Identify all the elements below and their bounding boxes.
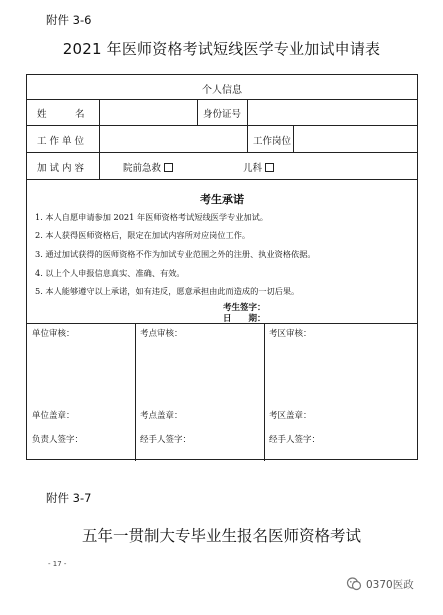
district-review-label: 考区审核： [269,329,312,339]
col-divider [264,323,265,461]
name-label: 姓 名 [37,109,85,120]
site-seal-label: 考点盖章： [140,411,183,421]
promise-title: 考生承诺 [200,193,244,206]
id-label: 身份证号 [203,109,242,120]
post-field[interactable] [294,126,417,151]
post-label: 工作岗位 [253,136,292,147]
candidate-signature-label: 考生签字： [223,303,266,313]
name-field[interactable] [100,100,196,124]
option-emergency[interactable] [123,160,173,174]
district-seal-label: 考区盖章： [269,411,312,421]
application-form-table [26,74,418,460]
promise-item: 4. 以上个人申报信息真实、准确、有效。 [35,268,185,278]
unit-field[interactable] [100,126,246,151]
document-title: 2021 年医师资格考试短线医学专业加试申请表 [62,40,381,58]
id-field[interactable] [248,100,417,124]
promise-item: 3. 通过加试获得的医师资格不作为加试专业范围之外的注册、执业资格依据。 [35,249,316,259]
row-divider [27,179,417,180]
col-divider [135,323,136,461]
page-number: - 17 - [48,560,67,568]
emergency-checkbox[interactable] [164,163,173,172]
promise-item: 1. 本人自愿申请参加 2021 年医师资格考试短线医学专业加试。 [35,212,268,222]
promise-item: 2. 本人获得医师资格后，限定在加试内容所对应岗位工作。 [35,230,251,240]
watermark-text: 0370医政 [366,578,414,591]
pediatrics-checkbox[interactable] [265,163,274,172]
section-personal-info: 个人信息 [202,85,242,96]
attachment-label-bottom: 附件 3-7 [46,491,92,505]
watermark [346,576,414,592]
next-document-title: 五年一贯制大专毕业生报名医师资格考试 [81,527,361,545]
site-review-label: 考点审核： [140,329,183,339]
unit-review-label: 单位审核： [32,329,75,339]
unit-label: 工 作 单 位 [37,136,85,147]
row-divider [27,323,417,324]
wechat-icon [346,576,362,592]
site-handler-signature-label: 经手人签字： [140,435,192,445]
row-divider [27,152,417,153]
col-divider [247,125,248,152]
option-pediatrics[interactable] [243,160,274,174]
unit-seal-label: 单位盖章： [32,411,75,421]
leader-signature-label: 负责人签字： [32,435,84,445]
exam-content-label: 加 试 内 容 [37,163,85,174]
promise-item: 5. 本人能够遵守以上承诺，如有违反，愿意承担由此而造成的一切后果。 [35,286,300,296]
district-handler-signature-label: 经手人签字： [269,435,321,445]
attachment-label-top: 附件 3-6 [46,13,92,27]
option-pediatrics-label: 儿科 [243,163,263,174]
col-divider [197,99,198,125]
date-label: 日 期： [223,314,266,324]
option-emergency-label: 院前急救 [123,163,162,174]
